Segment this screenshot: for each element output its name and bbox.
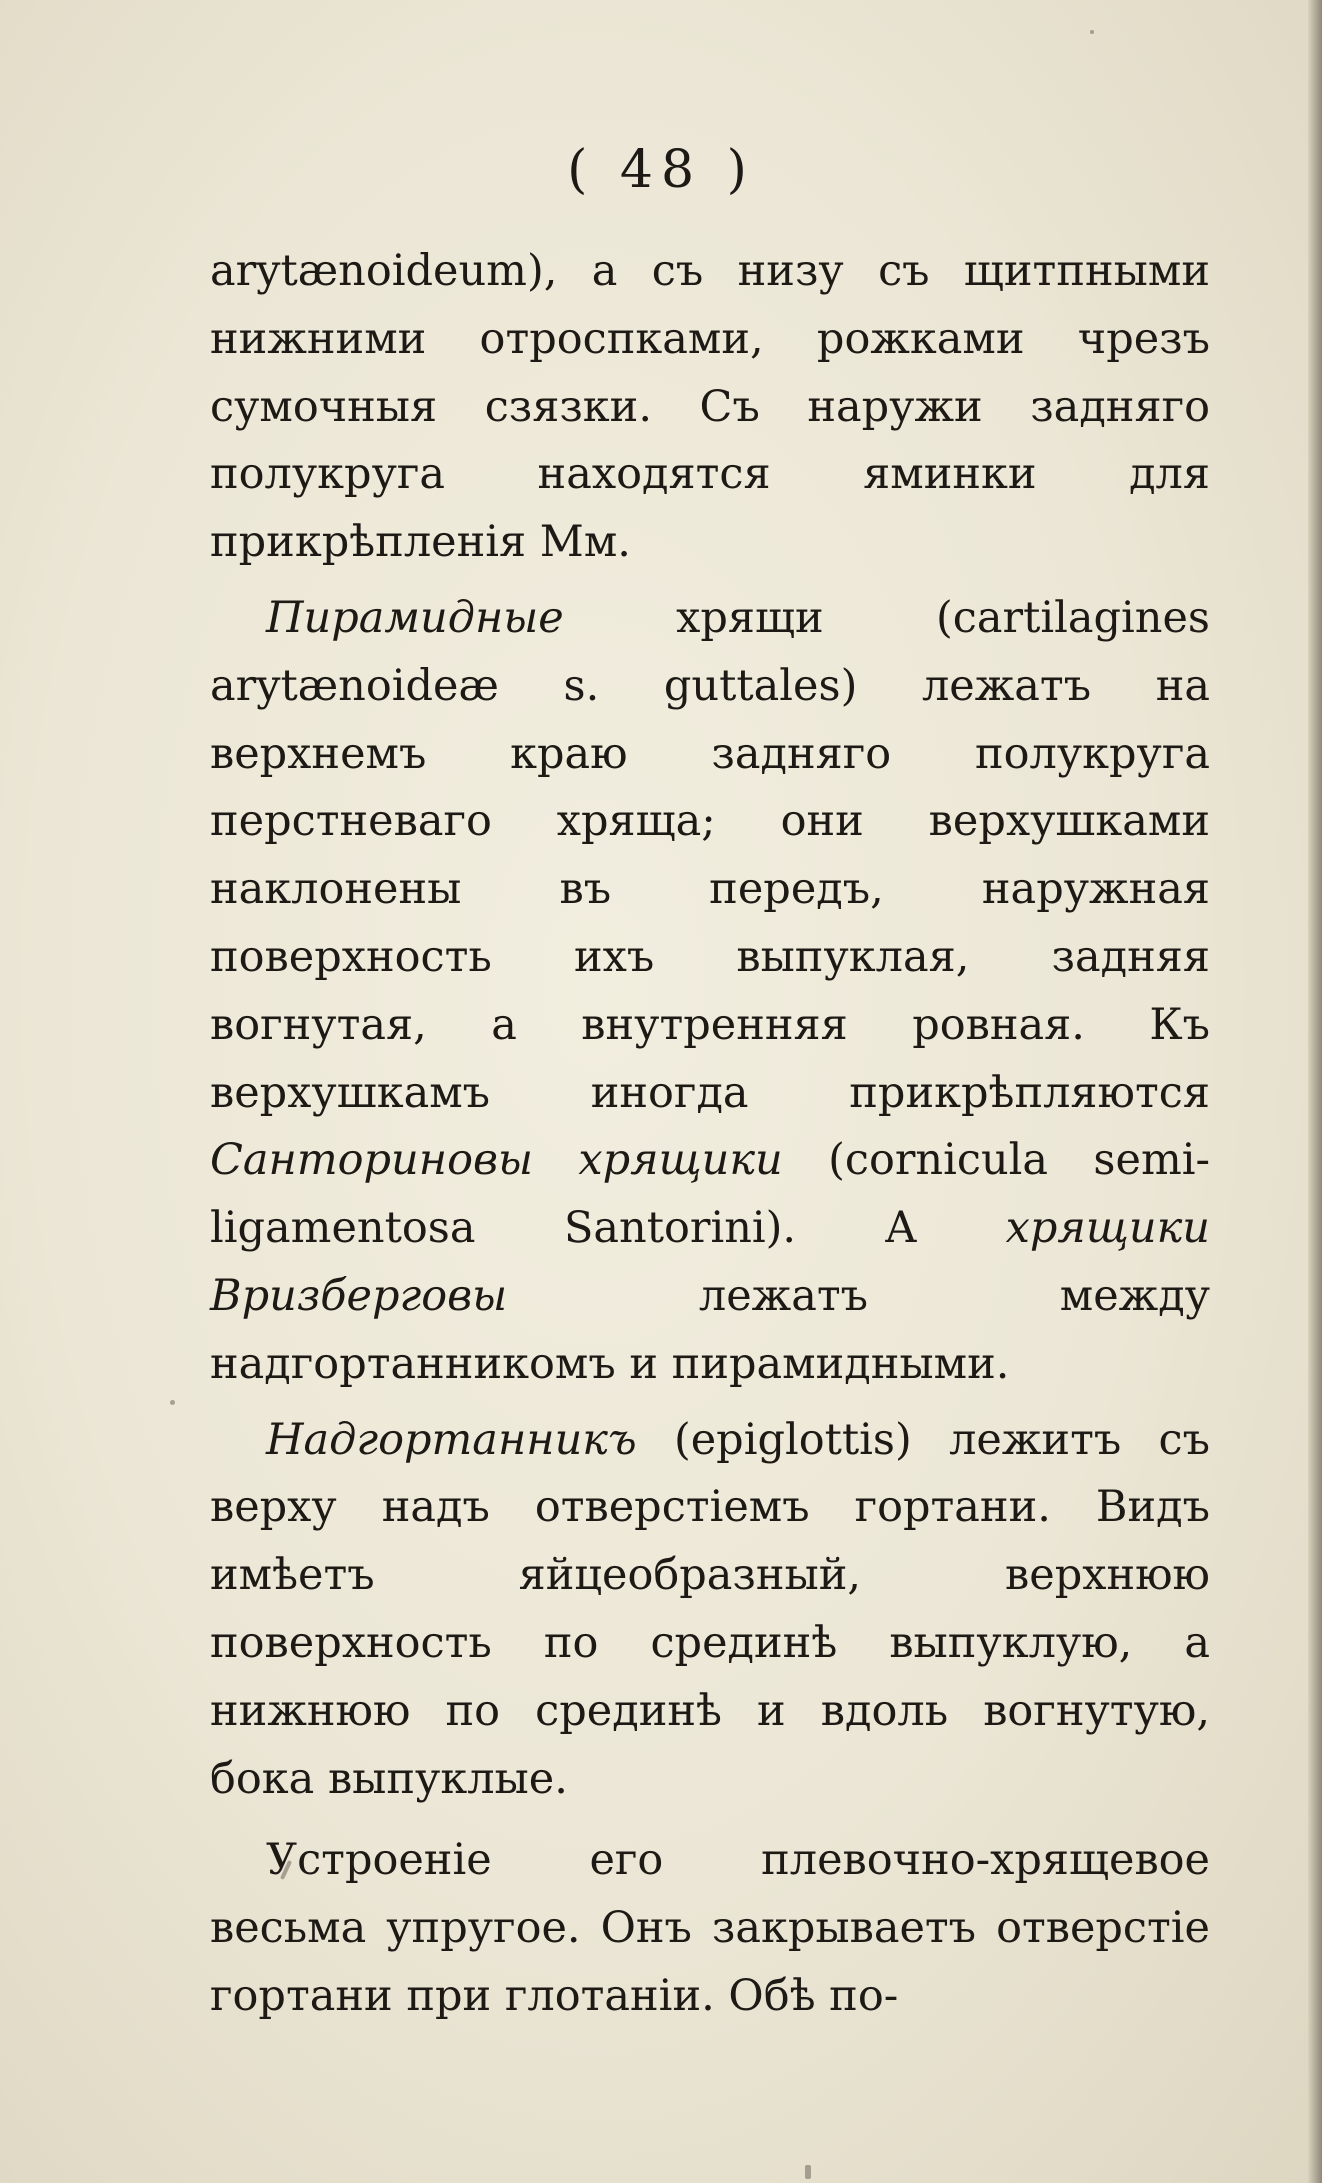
text-run: arytænoideum), а съ низу съ щитпными нижними отроспками, рожками чрезъ сумочныя сзязки. Съ наружи задняго полукруга находятся яминки для прикрѣпленія Мм. [210,246,1210,568]
body-text [210,238,1210,2039]
paragraph [210,238,1210,577]
text-run: лежатъ между надгортанникомъ и пирамидными. [210,1270,1210,1389]
paragraph [210,585,1210,1399]
ink-speck [1090,30,1094,34]
page-number: ( 48 ) [567,140,755,200]
italic-term: Надгортанникъ [266,1414,637,1465]
text-run: хрящи (cartilagines arytænoideæ s. guttales) лежатъ на верхнемъ краю задняго полукруга перстневаго хряща; они верхушками наклонены въ передъ, наружная поверхность ихъ выпуклая, задняя вогнутая, а внутренняя ровная. Къ верхушкамъ иногда прикрѣпляются [210,592,1210,1118]
text-run: (cornicula semi-ligamentosa Santorini). А [210,1135,1210,1254]
page-edge-shadow [1308,0,1322,2183]
text-run: Устроеніе его плевочно-хрящевое весьма упругое. Онъ закрываетъ отверстіе гортани при глотаніи. Обѣ по- [210,1835,1210,2021]
italic-term: Санториновы хрящики [210,1135,783,1186]
ink-speck [170,1400,175,1405]
italic-term: хрящики Вризберговы [210,1203,1210,1321]
text-run: (epiglottis) лежитъ съ верху надъ отверстіемъ гортани. Видъ имѣетъ яйцеобразный, верхнюю поверхность по срединѣ выпуклую, а нижнюю по срединѣ и вдоль вогнутую, бока выпуклые. [210,1414,1210,1804]
italic-term: Пирамидные [266,592,564,643]
paragraph [210,1407,1210,1814]
paragraph [210,1827,1210,2030]
ink-speck [805,2165,811,2179]
